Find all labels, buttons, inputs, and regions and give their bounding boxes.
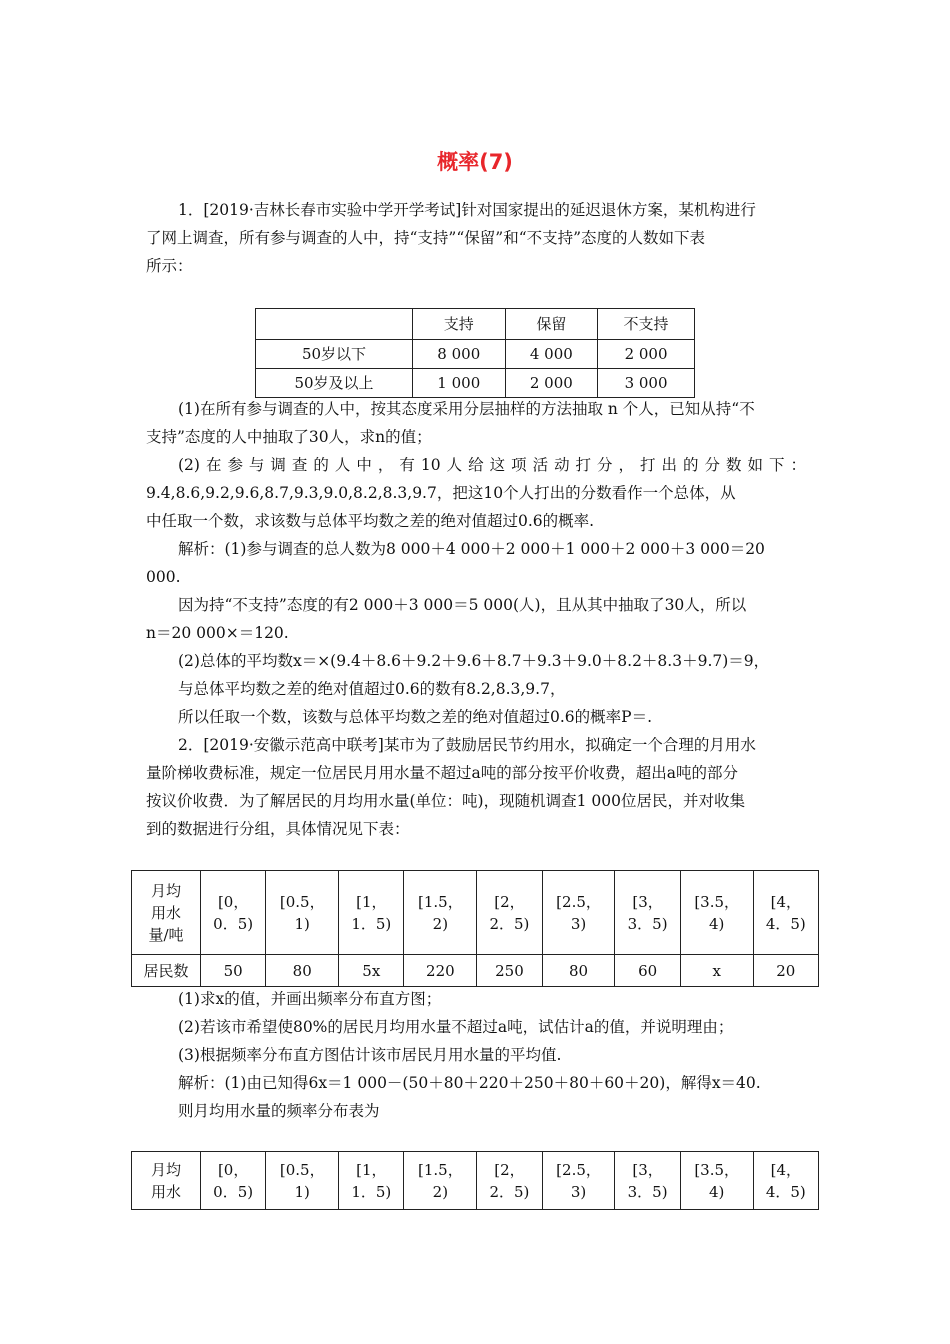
interval-line: [2.5，	[556, 1160, 601, 1179]
interval-cell	[542, 871, 615, 955]
q1-line-2: 了网上调查，所有参与调查的人中，持“支持”“保留”和“不支持”态度的人数如下表	[146, 229, 706, 247]
count-cell: 5x	[339, 955, 404, 987]
q2-table-1	[131, 870, 819, 987]
q1-sub1-line-1: (1)在所有参与调查的人中，按其态度采用分层抽样的方法抽取 n 个人，已知从持“不	[178, 400, 755, 418]
count-cell: 80	[542, 955, 615, 987]
row-label: 居民数	[132, 955, 201, 987]
q2-table2-header-label	[132, 1152, 201, 1210]
q2-line-3: 按议价收费．为了解居民的月均用水量(单位：吨)，现随机调查1 000位居民，并对收集	[146, 792, 745, 810]
table-row	[256, 340, 695, 369]
q1-sub2-line-3: 中任取一个数，求该数与总体平均数之差的绝对值超过0.6的概率.	[146, 512, 595, 530]
interval-cell	[477, 871, 542, 955]
interval-line: 2)	[432, 914, 449, 933]
interval-line: [2.5，	[556, 892, 601, 911]
q2-sub-line: (3)根据频率分布直方图估计该市居民月用水量的平均值.	[178, 1046, 562, 1064]
interval-line: 3)	[570, 1182, 587, 1201]
q2-solution-line: 则月均用水量的频率分布表为	[178, 1102, 380, 1120]
interval-line: [3.5，	[694, 1160, 740, 1179]
interval-line: [0，	[217, 892, 249, 911]
interval-line: 3．5)	[627, 914, 668, 933]
interval-cell	[404, 871, 477, 955]
q2-table-2	[131, 1151, 819, 1210]
q1-table-cell: 4 000	[505, 340, 598, 369]
interval-line: 0．5)	[213, 914, 254, 933]
q1-sub2-line-2: 9.4,8.6,9.2,9.6,8.7,9.3,9.0,8.2,8.3,9.7，把这10个人打出的分数看作一个总体，从	[146, 484, 736, 502]
interval-line: 2．5)	[489, 1182, 530, 1201]
interval-line: [0.5，	[279, 892, 325, 911]
count-cell: 50	[201, 955, 266, 987]
interval-line: 2)	[432, 1182, 449, 1201]
interval-line: [4，	[770, 892, 802, 911]
q1-table-cell: 2 000	[505, 369, 598, 398]
interval-line: [1.5，	[418, 892, 463, 911]
q1-solution-line: n＝20 000×＝120.	[146, 624, 289, 642]
q1-solution-line: 000.	[146, 568, 181, 586]
interval-line: [0.5，	[279, 1160, 325, 1179]
q2-sub-line: (1)求x的值，并画出频率分布直方图；	[178, 990, 442, 1008]
interval-line: [3.5，	[694, 892, 740, 911]
interval-cell	[542, 1152, 615, 1210]
interval-line: [4，	[770, 1160, 802, 1179]
count-cell: x	[680, 955, 753, 987]
interval-line: 1．5)	[351, 914, 392, 933]
q1-solution-line: (2)总体的平均数x＝×(9.4＋8.6＋9.2＋9.6＋8.7＋9.3＋9.0＋8.2＋8.3＋9.7)＝9，	[178, 652, 770, 670]
interval-line: [2，	[494, 1160, 525, 1179]
q1-table-cell: 50岁以下	[256, 340, 413, 369]
interval-cell	[477, 1152, 542, 1210]
q2-line-4: 到的数据进行分组，具体情况见下表：	[146, 820, 410, 838]
interval-cell	[680, 1152, 753, 1210]
q1-solution-line: 因为持“不支持”态度的有2 000＋3 000＝5 000(人)，且从其中抽取了30人，所以	[178, 596, 747, 614]
q1-sub1-line-2: 支持”态度的人中抽取了30人，求n的值；	[146, 428, 432, 446]
interval-line: 4．5)	[765, 914, 806, 933]
header-label-line: 月均	[150, 881, 181, 900]
header-label-line: 用水	[150, 1182, 181, 1201]
q1-table-cell: 2 000	[598, 340, 695, 369]
count-cell: 250	[477, 955, 542, 987]
interval-line: [0，	[217, 1160, 249, 1179]
interval-line: [2，	[494, 892, 525, 911]
interval-line: 1)	[294, 914, 310, 933]
interval-cell	[201, 1152, 266, 1210]
q2-table1-header-label	[132, 871, 201, 955]
q1-table-header-empty	[256, 309, 413, 340]
interval-line: 4)	[708, 914, 725, 933]
q1-solution-line: 解析：(1)参与调查的总人数为8 000＋4 000＋2 000＋1 000＋2 000＋3 000＝20	[178, 540, 765, 558]
interval-cell	[404, 1152, 477, 1210]
interval-line: 0．5)	[213, 1182, 254, 1201]
interval-line: [1.5，	[418, 1160, 463, 1179]
q1-table-cell: 3 000	[598, 369, 695, 398]
interval-line: 4)	[708, 1182, 725, 1201]
interval-line: 4．5)	[765, 1182, 806, 1201]
table-row	[132, 955, 819, 987]
page-title: 概率(7)	[437, 150, 513, 174]
q1-table-header: 不支持	[598, 309, 695, 340]
q2-line-1: 2．[2019·安徽示范高中联考]某市为了鼓励居民节约用水，拟确定一个合理的月用水	[178, 736, 756, 754]
interval-line: 2．5)	[489, 914, 530, 933]
q1-table-header: 支持	[413, 309, 506, 340]
q1-table	[255, 308, 695, 398]
interval-cell	[201, 871, 266, 955]
header-label-line: 用水	[150, 903, 181, 922]
interval-line: 3)	[570, 914, 587, 933]
table-row	[256, 369, 695, 398]
header-label-line: 量/吨	[148, 925, 184, 944]
q1-line-1: 1．[2019·吉林长春市实验中学开学考试]针对国家提出的延迟退休方案，某机构进行	[178, 201, 756, 219]
interval-cell	[680, 871, 753, 955]
count-cell: 220	[404, 955, 477, 987]
interval-line: [1，	[356, 892, 387, 911]
interval-line: 1)	[294, 1182, 310, 1201]
q1-sub2-line-1: (2)在参与调查的人中，有10人给这项活动打分，打出的分数如下：	[178, 456, 806, 474]
interval-cell	[615, 871, 680, 955]
interval-cell	[266, 1152, 339, 1210]
interval-line: 3．5)	[627, 1182, 668, 1201]
q1-line-3: 所示：	[146, 257, 193, 275]
interval-cell	[753, 871, 818, 955]
header-label-line: 月均	[150, 1160, 181, 1179]
interval-cell	[266, 871, 339, 955]
interval-line: 1．5)	[351, 1182, 392, 1201]
interval-line: [3，	[632, 892, 663, 911]
q1-solution-line: 所以任取一个数，该数与总体平均数之差的绝对值超过0.6的概率P＝.	[178, 708, 653, 726]
interval-line: [1，	[356, 1160, 387, 1179]
q1-table-cell: 50岁及以上	[256, 369, 413, 398]
q1-table-header: 保留	[505, 309, 598, 340]
interval-cell	[753, 1152, 818, 1210]
q1-table-cell: 8 000	[413, 340, 506, 369]
interval-cell	[615, 1152, 680, 1210]
interval-cell	[339, 871, 404, 955]
q1-table-cell: 1 000	[413, 369, 506, 398]
interval-cell	[339, 1152, 404, 1210]
count-cell: 80	[266, 955, 339, 987]
q2-solution-line: 解析：(1)由已知得6x＝1 000－(50＋80＋220＋250＋80＋60＋20)，解得x＝40.	[178, 1074, 761, 1092]
q1-solution-line: 与总体平均数之差的绝对值超过0.6的数有8.2,8.3,9.7，	[178, 680, 566, 698]
q2-line-2: 量阶梯收费标准，规定一位居民月用水量不超过a吨的部分按平价收费，超出a吨的部分	[146, 764, 738, 782]
count-cell: 20	[753, 955, 818, 987]
interval-line: [3，	[632, 1160, 663, 1179]
count-cell: 60	[615, 955, 680, 987]
q2-sub-line: (2)若该市希望使80%的居民月均用水量不超过a吨，试估计a的值，并说明理由；	[178, 1018, 734, 1036]
